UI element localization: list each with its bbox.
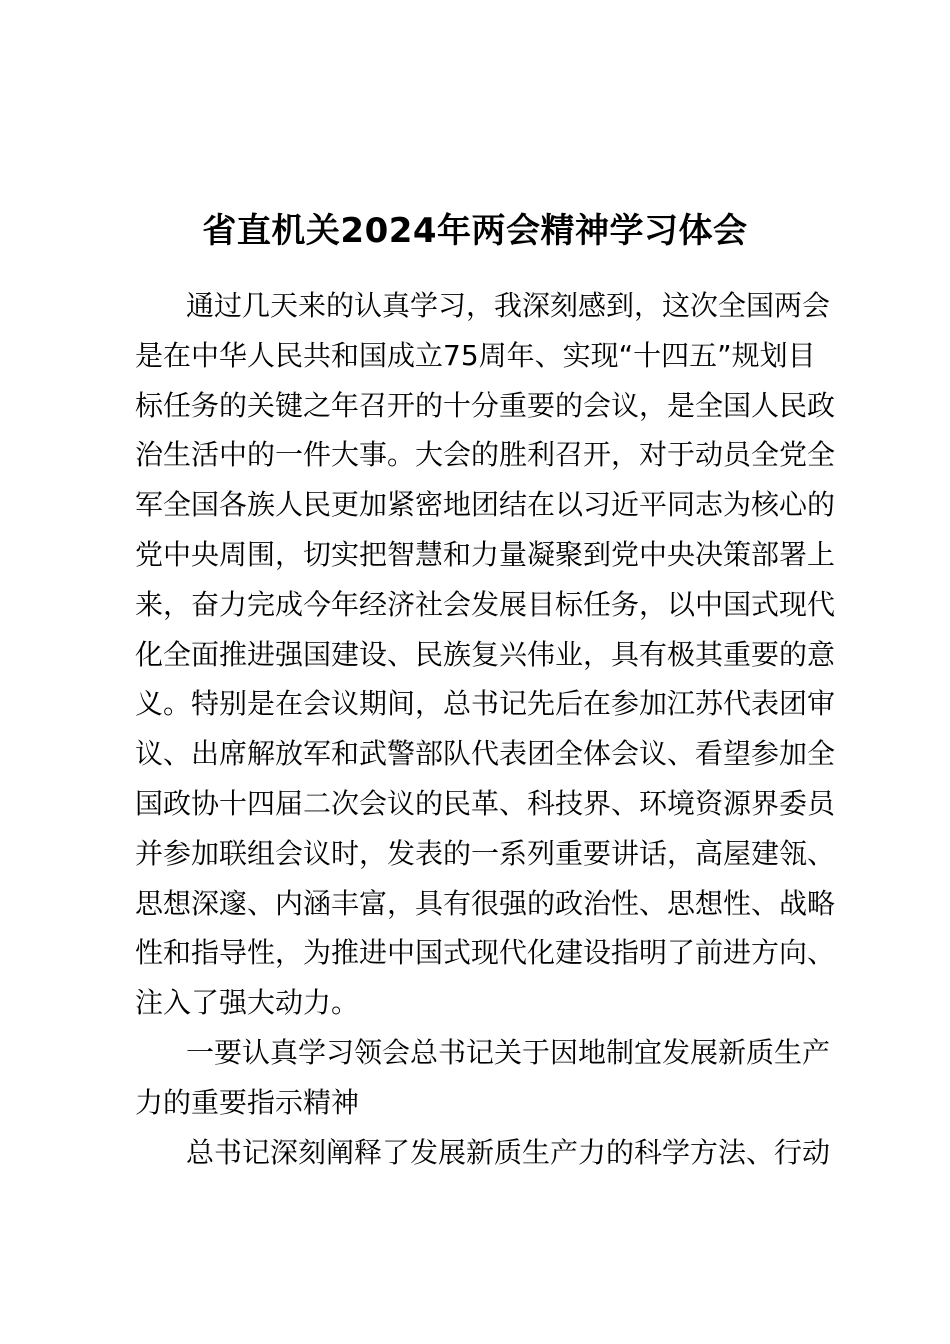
paragraph-1-line: 注入了强大动力。 [135, 986, 360, 1020]
paragraph-1-line: 性和指导性，为推进中国式现代化建设指明了前进方向、 [135, 936, 835, 970]
paragraph-1-line: 义。特别是在会议期间，总书记先后在参加江苏代表团审 [135, 687, 835, 721]
paragraph-1-line: 军全国各族人民更加紧密地团结在以习近平同志为核心的 [135, 488, 835, 522]
paragraph-1-line: 来，奋力完成今年经济社会发展目标任务，以中国式现代 [135, 587, 835, 621]
paragraph-1-line: 化全面推进强国建设、民族复兴伟业，具有极其重要的意 [135, 637, 835, 671]
paragraph-1-line: 治生活中的一件大事。大会的胜利召开，对于动员全党全 [135, 438, 835, 472]
paragraph-1-line: 通过几天来的认真学习，我深刻感到，这次全国两会 [186, 289, 831, 322]
paragraph-1-line: 议、出席解放军和武警部队代表团全体会议、看望参加全 [135, 737, 835, 771]
paragraph-1-line: 并参加联组会议时，发表的一系列重要讲话，高屋建瓴、 [135, 836, 835, 870]
paragraph-1-line: 是在中华人民共和国成立75周年、实现“十四五”规划目 [135, 338, 816, 372]
paragraph-1-line: 思想深邃、内涵丰富，具有很强的政治性、思想性、战略 [135, 886, 835, 920]
document-body [135, 281, 835, 1177]
paragraph-2-line: 总书记深刻阐释了发展新质生产力的科学方法、行动 [186, 1135, 831, 1169]
paragraph-1-line: 国政协十四届二次会议的民革、科技界、环境资源界委员 [135, 786, 835, 820]
paragraph-1-line: 标任务的关键之年召开的十分重要的会议，是全国人民政 [135, 388, 835, 422]
document-title: 省直机关2024年两会精神学习体会 [202, 211, 748, 251]
section-heading-line: 一要认真学习领会总书记关于因地制宜发展新质生产 [186, 1035, 831, 1069]
section-heading-line: 力的重要指示精神 [135, 1085, 360, 1119]
paragraph-1-line: 党中央周围，切实把智慧和力量凝聚到党中央决策部署上 [135, 537, 835, 571]
